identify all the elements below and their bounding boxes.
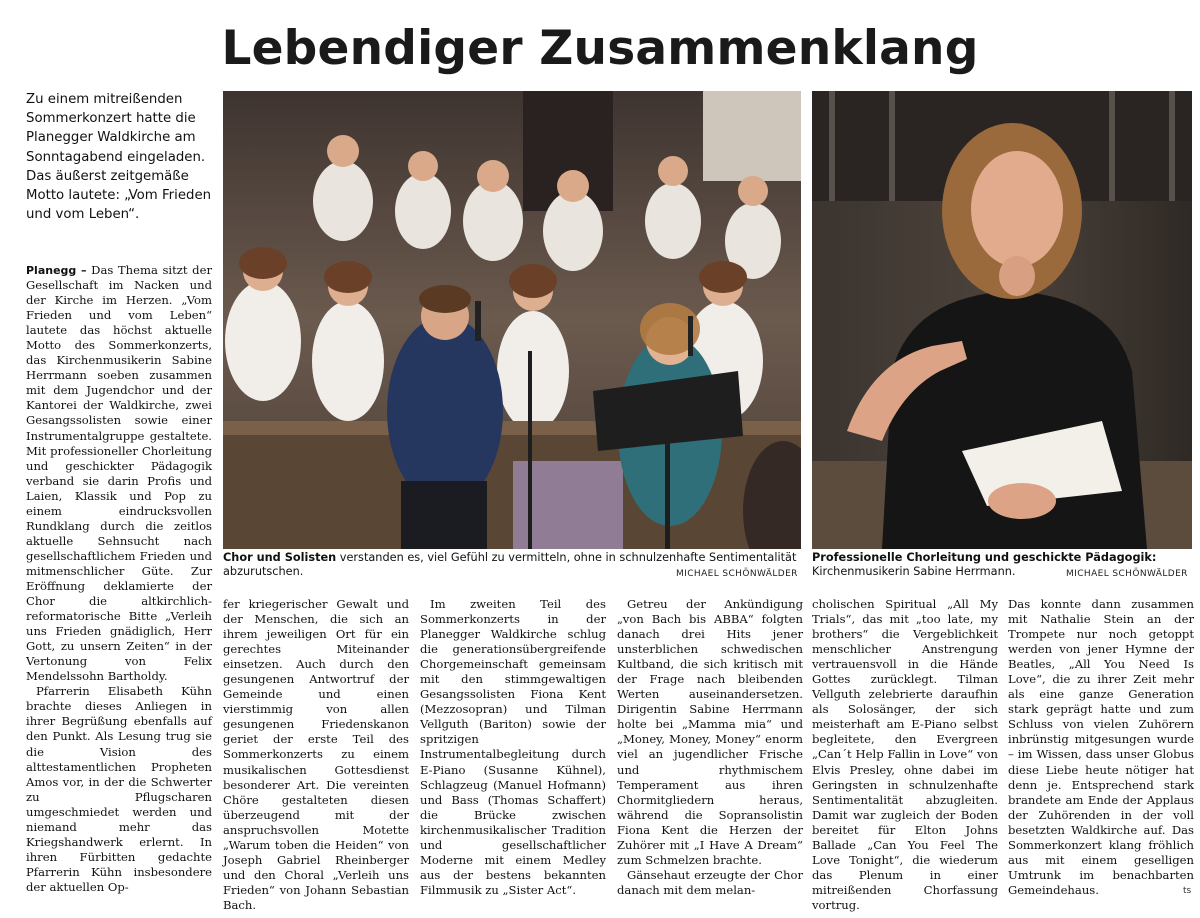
article-paragraph: Pfarrerin Elisabeth Kühn brachte dieses Anliegen in ihrer Begrüßung ebenfalls auf den Punkt. Als Lesung trug sie die Vision des alttestamentlichen Propheten Amos vor, in der die Schwerter zu Pflugscharen umgeschmiedet werden und niemand mehr das Kriegshandwerk erlernt. In ihren Fürbitten gedachte Pfarrerin Kühn insbesondere der aktuellen Op- (26, 684, 212, 894)
article-paragraph: fer kriegerischer Gewalt und der Menschen, die sich an ihrem jeweiligen Ort für ein gerechtes Miteinander einsetzen. Auch durch den gesungenen Antwortruf der Gemeinde und einen vierstimmig von allen gesungenen Friedenskanon geriet der erste Teil des Sommerkonzerts zu einem musikalischen Gottesdienst besonderer Art. Die vereinten Chöre gestalteten diesen überzeugend mit der anspruchsvollen Motette „Warum toben die Heiden“ von Joseph Gabriel Rheinberger und den Choral „Verleih uns Frieden“ von Johann Sebastian Bach. (223, 597, 409, 912)
photo-credit-left: MICHAEL SCHÖNWÄLDER (676, 569, 798, 579)
dateline: Planegg – (26, 264, 87, 277)
photo-choir-soloists (223, 91, 801, 549)
caption-right-bold: Professionelle Chorleitung und geschickte Pädagogik: (812, 551, 1157, 564)
choir-photo-illustration (223, 91, 801, 549)
director-photo-illustration (812, 91, 1192, 549)
article-paragraph: Getreu der Ankündigung „von Bach bis ABBA“ folgten danach drei Hits jener unsterblichen schwedischen Kultband, die sich kritisch mit der Frage nach bleibenden Werten auseinandersetzen. Dirigentin Sabine Herrmann holte bei „Mamma mia“ und „Money, Money, Money“ enorm viel an jugendlicher Frische und rhythmischem Temperament aus ihren Chormitgliedern heraus, während die Sopransolistin Fiona Kent die Herzen der Zuhörer mit „I Have A Dream“ zum Schmelzen brachte. (617, 597, 803, 867)
article-column-1 (26, 263, 212, 895)
caption-right-text: Kirchenmusikerin Sabine Herrmann. (812, 565, 1016, 579)
caption-left-text: verstanden es, viel Gefühl zu vermitteln, ohne in schnulzenhafte Sentimentalität abzurutschen. (223, 551, 797, 579)
article-paragraph (26, 263, 212, 684)
article-column-4 (617, 597, 803, 898)
article-column-2 (223, 597, 409, 913)
headline: Lebendiger Zusammenklang (221, 21, 979, 76)
photo-credit-right: MICHAEL SCHÖNWÄLDER (1066, 569, 1188, 579)
caption-left-bold: Chor und Solisten (223, 551, 337, 564)
author-initials: ts (1183, 886, 1192, 896)
article-text: Das Thema sitzt der Gesellschaft im Nacken und der Kirche im Herzen. „Vom Frieden und vom Leben“ lautete das höchst aktuelle Motto des Sommerkonzerts, das Kirchenmusikerin Sabine Herrmann soeben zusammen mit dem Jugendchor und der Kantorei der Waldkirche, zwei Gesangssolisten sowie einer Instrumentalgruppe gestaltete. Mit professioneller Chorleitung und geschickter Pädagogik verband sie darin Profis und Laien, Klassik und Pop zu einem eindrucksvollen Rundklang durch die zeitlos aktuelle Sehnsucht nach gesellschaftlichem Frieden und mitmenschlicher Güte. Zur Eröffnung deklamierte der Chor die altkirchlich-reformatorische Bitte „Verleih uns Frieden gnädiglich, Herr Gott, zu unsern Zeiten“ in der Vertonung von Felix Mendelssohn Bartholdy. (26, 263, 212, 684)
article-paragraph: Gänsehaut erzeugte der Chor danach mit dem melan- (617, 867, 803, 897)
article-column-3 (420, 597, 606, 898)
intro-teaser: Zu einem mitreißenden Sommerkonzert hatte die Planegger Waldkirche am Sonntagabend eingeladen. Das äußerst zeitgemäße Motto lautete: „Vom Frieden und vom Leben“. (26, 92, 212, 223)
article-column-6 (1008, 597, 1194, 898)
article-paragraph: Das konnte dann zusammen mit Nathalie Stein an der Trompete nur noch getoppt werden von jener Hymne der Beatles, „All You Need Is Love“, die zu ihrer Zeit mehr als eine ganze Generation stark geprägt hatte und zum Schluss von vielen Zuhörern inbrünstig mitgesungen wurde – im Wissen, dass unser Globus diese Liebe heute nötiger hat denn je. Entsprechend stark brandete am Ende der Applaus der Zuhörenden in der voll besetzten Waldkirche auf. Das Sommerkonzert klang fröhlich aus mit einem geselligen Umtrunk im benachbarten Gemeindehaus. (1008, 597, 1194, 897)
article-paragraph: Im zweiten Teil des Sommerkonzerts in der Planegger Waldkirche schlug die generationsübergreifende Chorgemeinschaft gemeinsam mit den stimmgewaltigen Gesangssolisten Fiona Kent (Mezzosopran) und Tilman Vellguth (Bariton) sowie der spritzigen Instrumentalbegleitung durch E-Piano (Susanne Kühnel), Schlagzeug (Manuel Hofmann) und Bass (Thomas Schaffert) die Brücke zwischen kirchenmusikalischer Tradition und gesellschaftlicher Moderne mit einem Medley aus der bestens bekannten Filmmusik zu „Sister Act“. (420, 597, 606, 897)
article-column-5 (812, 597, 998, 913)
photo-choir-director (812, 91, 1192, 549)
article-paragraph: cholischen Spiritual „All My Trials“, das mit „too late, my brothers“ die Vergeblichkeit menschlicher Anstrengung vertrauensvoll in die Hände Gottes zurücklegt. Tilman Vellguth zelebrierte daraufhin als Solosänger, der sich meisterhaft am E-Piano selbst begleitete, den Evergreen „Can´t Help Fallin in Love“ von Elvis Presley, ohne dabei im Geringsten in schnulzenhafte Sentimentalität abzugleiten. Damit war zugleich der Boden bereitet für Elton Johns Ballade „Can You Feel The Love Tonight“, die wiederum das Plenum in einer mitreißenden Chorfassung vortrug. (812, 597, 998, 912)
